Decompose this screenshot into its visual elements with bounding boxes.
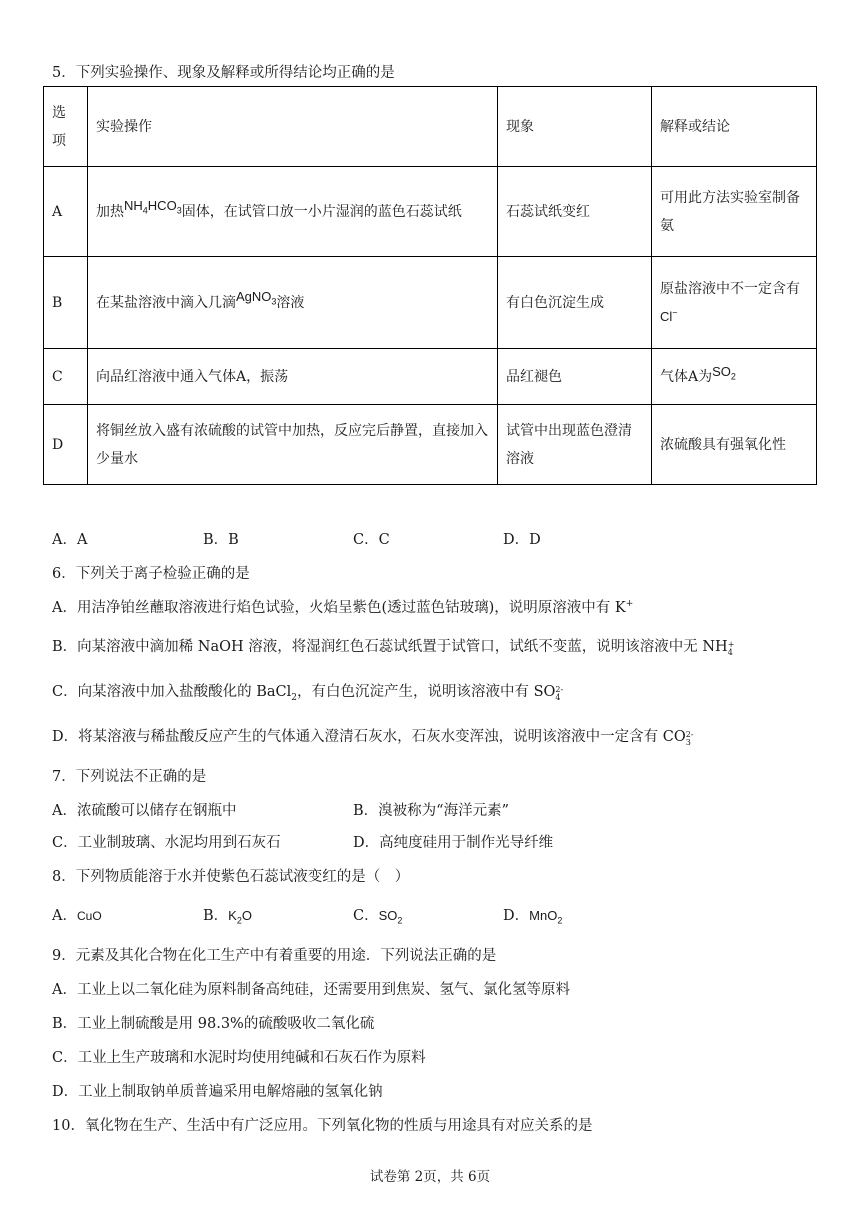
- row-conclusion: 气体A为$SO_2$: [652, 349, 817, 405]
- row-option: C: [44, 349, 88, 405]
- q8-option-b: B．$K_2O$: [203, 908, 252, 926]
- q6-option-a: A．用洁净铂丝蘸取溶液进行焰色试验，火焰呈紫色(透过蓝色钴玻璃)，说明原溶液中有 K+: [52, 599, 634, 616]
- q6-option-c: C．向某溶液中加入盐酸酸化的 BaCl$_2$，有白色沉淀产生，说明该溶液中有 SO2- 4: [52, 684, 564, 703]
- header-phenomenon: 现象: [498, 87, 652, 167]
- table-row: [44, 257, 817, 349]
- row-phenomenon: 石蕊试纸变红: [498, 167, 652, 257]
- q9-option-b: B．工业上制硫酸是用 98.3%的硫酸吸收二氧化硫: [52, 1016, 375, 1032]
- q8-option-a: A．CuO: [52, 908, 102, 924]
- row-phenomenon: 试管中出现蓝色澄清溶液: [498, 405, 652, 485]
- q5-stem: 5．下列实验操作、现象及解释或所得结论均正确的是: [52, 65, 395, 81]
- q5-table: [43, 86, 817, 485]
- q9-option-a: A．工业上以二氧化硅为原料制备高纯硅，还需要用到焦炭、氢气、氯化氢等原料: [52, 982, 570, 998]
- row-phenomenon: 品红褪色: [498, 349, 652, 405]
- q9-stem: 9．元素及其化合物在化工生产中有着重要的用途．下列说法正确的是: [52, 948, 497, 964]
- q8-option-d: D．MnO$_2$: [503, 908, 563, 926]
- q5-choice-a: A．A: [52, 532, 88, 548]
- q6-stem: 6．下列关于离子检验正确的是: [52, 566, 250, 582]
- table-header-row: [44, 87, 817, 167]
- q7-option-c: C．工业制玻璃、水泥均用到石灰石: [52, 835, 281, 851]
- table-row: [44, 349, 817, 405]
- page-footer: 试卷第 2页，共 6页: [369, 1169, 491, 1185]
- q7-option-d: D．高纯度硅用于制作光导纤维: [353, 835, 554, 851]
- row-phenomenon: 有白色沉淀生成: [498, 257, 652, 349]
- q5-choice-b: B．B: [203, 532, 239, 548]
- row-option: A: [44, 167, 88, 257]
- q10-stem: 10．氧化物在生产、生活中有广泛应用。下列氧化物的性质与用途具有对应关系的是: [52, 1118, 593, 1134]
- q9-option-c: C．工业上生产玻璃和水泥时均使用纯碱和石灰石作为原料: [52, 1050, 426, 1066]
- q7-option-b: B．溴被称为“海洋元素”: [353, 803, 509, 819]
- row-option: B: [44, 257, 88, 349]
- q6-option-b: B．向某溶液中滴加稀 NaOH 溶液，将湿润红色石蕊试纸置于试管口，试纸不变蓝，说明该溶液中无 NH+ 4: [52, 639, 735, 657]
- q7-stem: 7．下列说法不正确的是: [52, 769, 207, 785]
- table-row: [44, 405, 817, 485]
- row-operation: 向品红溶液中通入气体A，振荡: [88, 349, 498, 405]
- q6-option-d: D．将某溶液与稀盐酸反应产生的气体通入澄清石灰水，石灰水变浑浊，说明该溶液中一定含有 CO2- 3: [52, 729, 694, 747]
- row-operation: 加热$NH_4HCO_3$固体，在试管口放一小片湿润的蓝色石蕊试纸: [88, 167, 498, 257]
- header-conclusion: 解释或结论: [652, 87, 817, 167]
- q9-option-d: D．工业上制取钠单质普遍采用电解熔融的氢氧化钠: [52, 1084, 383, 1100]
- header-operation: 实验操作: [88, 87, 498, 167]
- row-option: D: [44, 405, 88, 485]
- header-option: 选项: [44, 87, 88, 167]
- q5-choice-d: D．D: [503, 532, 541, 548]
- q8-option-c: C．$SO_2$: [353, 908, 403, 926]
- row-operation: 在某盐溶液中滴入几滴AgNO$_3$溶液: [88, 257, 498, 349]
- table-row: [44, 167, 817, 257]
- q5-choice-c: C．C: [353, 532, 390, 548]
- q7-option-a: A．浓硫酸可以储存在钢瓶中: [52, 803, 237, 819]
- row-conclusion: 原盐溶液中不一定含有Cl−: [652, 257, 817, 349]
- row-operation: 将铜丝放入盛有浓硫酸的试管中加热，反应完后静置，直接加入少量水: [88, 405, 498, 485]
- row-conclusion: 可用此方法实验室制备氨: [652, 167, 817, 257]
- q8-stem: 8．下列物质能溶于水并使紫色石蕊试液变红的是（ ）: [52, 869, 410, 885]
- row-conclusion: 浓硫酸具有强氧化性: [652, 405, 817, 485]
